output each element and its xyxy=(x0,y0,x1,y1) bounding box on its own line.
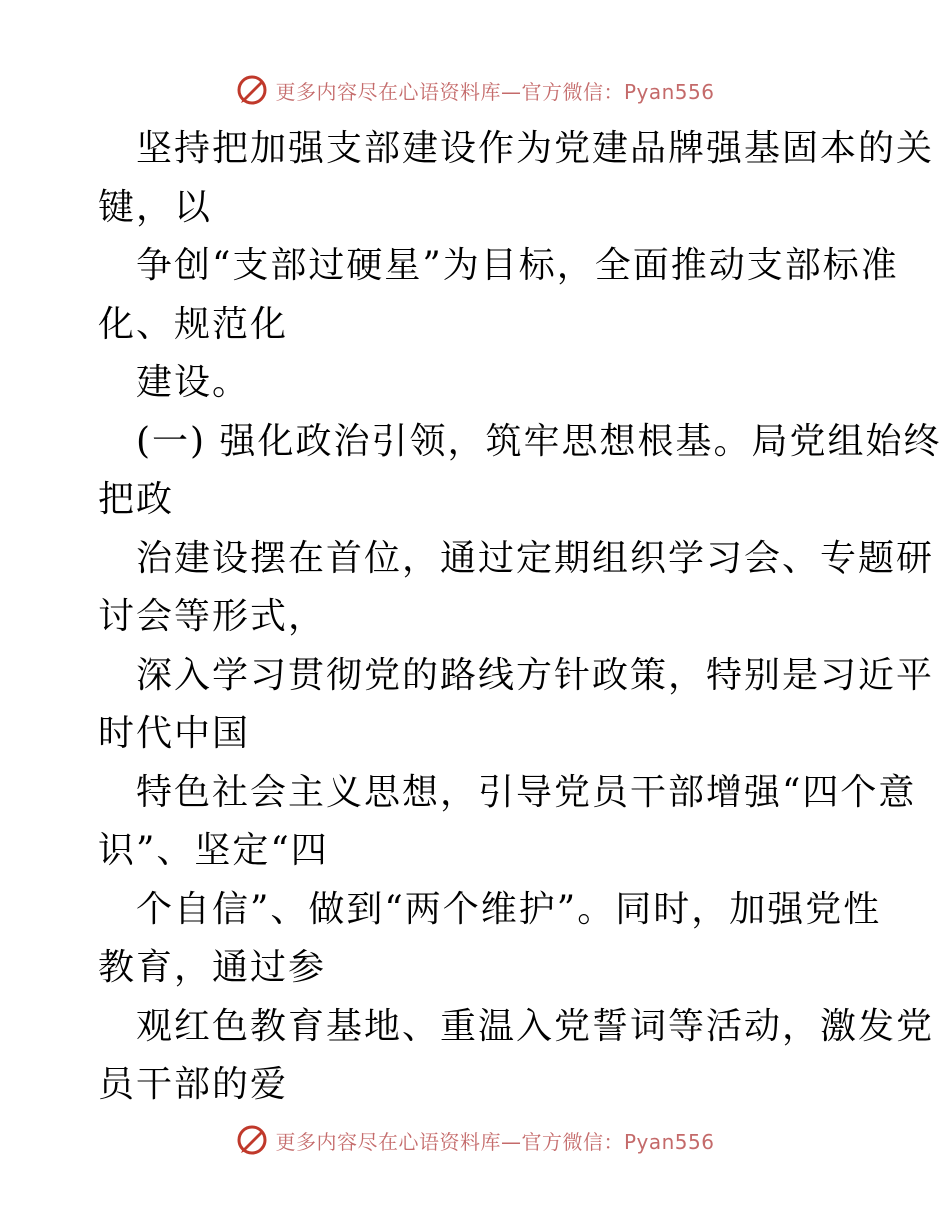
text-line: 教育，通过参 xyxy=(98,947,327,988)
text-line: 争创“支部过硬星”为目标，全面推动支部标准 xyxy=(136,245,899,286)
watermark-banner-top xyxy=(0,70,950,110)
text-line: 键，以 xyxy=(98,186,213,228)
text-line: 坚持把加强支部建设作为党建品牌强基固本的关 xyxy=(136,128,935,169)
watermark-banner-bottom xyxy=(0,1120,950,1160)
text-line: 个自信”、做到“两个维护”。同时，加强党性 xyxy=(136,888,882,930)
text-line: 观红色教育基地、重温入党誓词等活动，激发党 xyxy=(136,1005,935,1047)
text-line: 讨会等形式， xyxy=(98,596,327,637)
document-body xyxy=(98,120,942,1115)
text-line: 特色社会主义思想，引导党员干部增强“四个意 xyxy=(136,771,917,813)
text-line: 建设。 xyxy=(136,362,251,403)
pen-logo-icon xyxy=(235,1123,269,1157)
text-line: 深入学习贯彻党的路线方针政策，特别是习近平 xyxy=(136,654,935,696)
text-line: (一) 强化政治引领，筑牢思想根基。局党组始终 xyxy=(136,420,942,462)
text-line: 员干部的爱 xyxy=(98,1064,289,1105)
pen-logo-icon xyxy=(235,73,269,107)
watermark-text-top: 更多内容尽在心语资料库—官方微信：Pyan556 xyxy=(275,79,715,104)
text-line: 化、规范化 xyxy=(98,303,289,345)
text-line: 把政 xyxy=(98,479,175,520)
text-line: 识”、坚定“四 xyxy=(98,830,329,871)
text-line: 治建设摆在首位，通过定期组织学习会、专题研 xyxy=(136,537,935,579)
text-line: 时代中国 xyxy=(98,713,251,754)
watermark-text-bottom: 更多内容尽在心语资料库—官方微信：Pyan556 xyxy=(275,1129,715,1154)
